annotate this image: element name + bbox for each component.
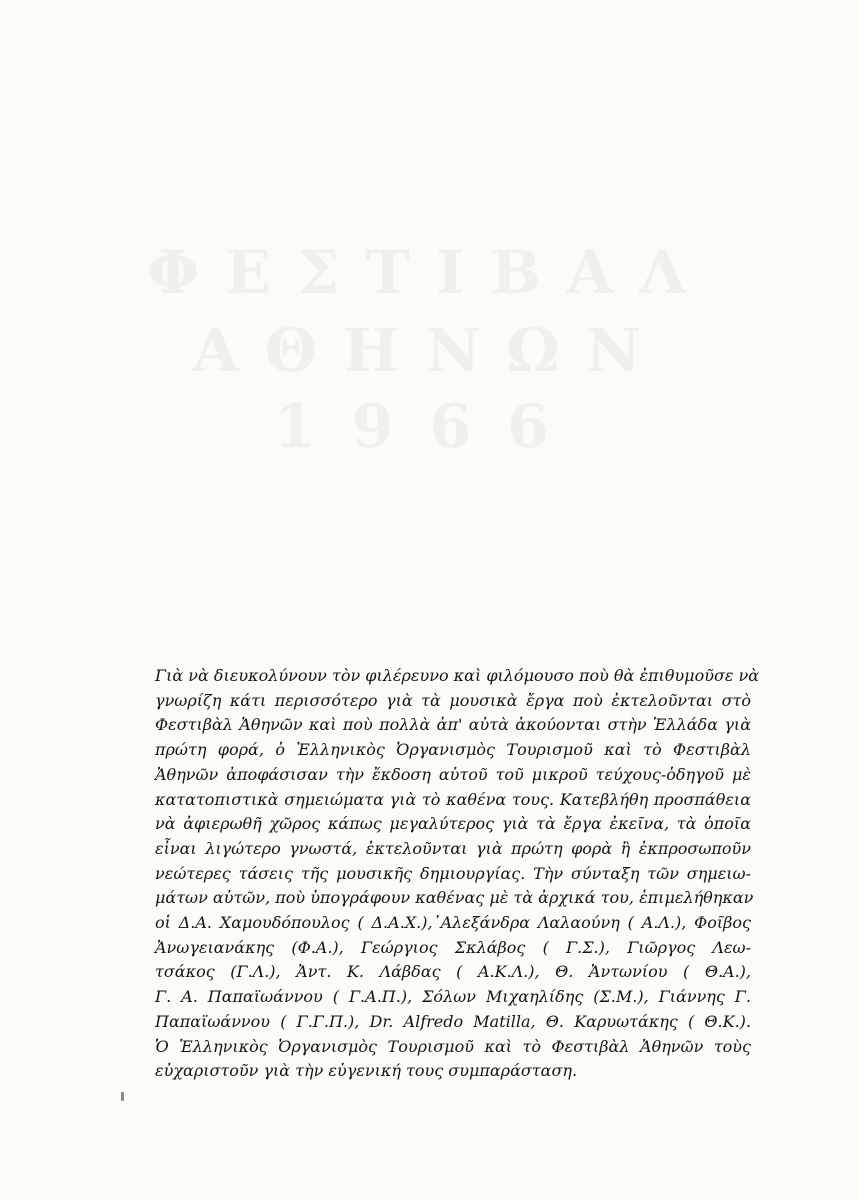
paragraph-line: Ἀνωγειανάκης (Φ.Α.), Γεώργιος Σκλάβος ( Γ.Σ.), Γιῶργος Λεω- [155,937,751,957]
paragraph-line: γνωρίζη κάτι περισσότερο γιὰ τὰ μουσικὰ ἔργα ποὺ ἐκτελοῦνται στὸ [155,690,751,710]
watermark-year: 1966 [274,392,585,462]
paragraph-line: μάτων αὐτῶν, ποὺ ὑπογράφουν καθένας μὲ τὰ ἀρχικά του, ἐπιμελήθηκαν [155,888,754,908]
paragraph-line: πρώτη φορά, ὁ Ἑλληνικὸς Ὀργανισμὸς Τουρισμοῦ καὶ τὸ Φεστιβὰλ [155,740,751,760]
watermark-title-line-1: ΦΕΣΤΙΒΑΛ [147,238,712,308]
paragraph-line: Γ. Α. Παπαϊωάννου ( Γ.Α.Π.), Σόλων Μιχαηλίδης (Σ.Μ.), Γιάννης Γ. [155,987,751,1007]
paragraph-line: Γιὰ νὰ διευκολύνουν τὸν φιλέρευνο καὶ φιλόμουσο ποὺ θὰ ἐπιθυμοῦσε νὰ [155,666,760,685]
paragraph-line: νὰ ἀφιερωθῆ χῶρος κάπως μεγαλύτερος γιὰ τὰ ἔργα ἐκεῖνα, τὰ ὁποῖα [155,814,751,834]
paragraph-line: τσάκος (Γ.Λ.), Ἀντ. Κ. Λάβδας ( Α.Κ.Λ.), Θ. Ἀντωνίου ( Θ.Α.), [155,962,751,982]
intro-paragraph [155,664,760,1084]
paragraph-line: Ὁ Ἑλληνικὸς Ὀργανισμὸς Τουρισμοῦ καὶ τὸ Φεστιβὰλ Ἀθηνῶν τοὺς [155,1036,751,1056]
watermark-title-line-2: ΑΘΗΝΩΝ [192,316,667,386]
paragraph-line: εἶναι λιγώτερο γνωστά, ἐκτελοῦνται γιὰ πρώτη φορὰ ἢ ἐκπροσωποῦν [155,838,751,858]
paragraph-line: νεώτερες τάσεις τῆς μουσικῆς δημιουργίας. Τὴν σύνταξη τῶν σημειω- [155,863,751,883]
margin-mark [121,1092,124,1101]
paragraph-line: Παπαϊωάννου ( Γ.Γ.Π.), Dr. Alfredo Matilla, Θ. Καρυωτάκης ( Θ.Κ.). [155,1011,751,1031]
paragraph-line: οἱ Δ.Α. Χαμουδόπουλος ( Δ.Α.Χ.),᾿Αλεξάνδρα Λαλαούνη ( Α.Λ.), Φοῖβος [155,913,751,933]
paragraph-line: κατατοπιστικὰ σημειώματα γιὰ τὸ καθένα τους. Κατεβλήθη προσπάθεια [155,789,751,809]
paragraph-line: Ἀθηνῶν ἀποφάσισαν τὴν ἔκδοση αὐτοῦ τοῦ μικροῦ τεύχους-ὁδηγοῦ μὲ [155,764,751,784]
paragraph-line: εὐχαριστοῦν γιὰ τὴν εὐγενική τους συμπαράσταση. [155,1061,578,1081]
paragraph-line: Φεστιβὰλ Ἀθηνῶν καὶ ποὺ πολλὰ ἀπ' αὐτὰ ἀκούονται στὴν Ἑλλάδα γιὰ [155,715,751,735]
